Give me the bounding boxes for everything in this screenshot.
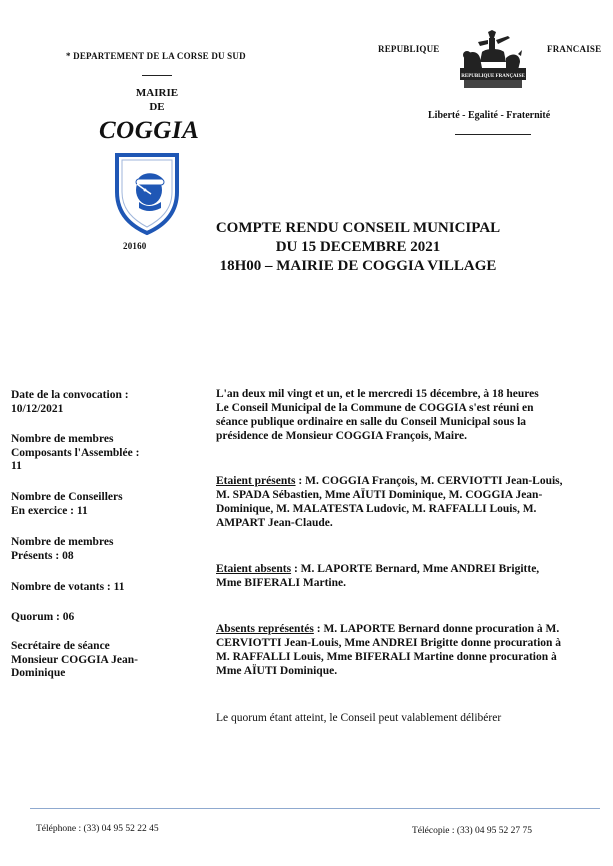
membres-label-1: Nombre de membres — [11, 433, 114, 445]
francaise-label: FRANCAISE — [547, 44, 602, 54]
convocation-value: 10/12/2021 — [11, 402, 64, 415]
town-name: COGGIA — [99, 117, 200, 144]
republique-label: REPUBLIQUE — [378, 44, 440, 54]
divider — [455, 134, 531, 135]
represented-line-4: Mme AÏUTI Dominique. — [216, 665, 338, 677]
intro-paragraph — [216, 387, 606, 443]
secretaire-line-1: Secrétaire de séance — [11, 640, 110, 652]
quorum-count: Quorum : 06 — [11, 611, 75, 623]
represented-paragraph — [216, 622, 606, 678]
intro-line-3: séance publique ordinaire en salle du Conseil Municipal sous la — [216, 416, 527, 428]
title-line-3: 18H00 – MAIRIE DE COGGIA VILLAGE — [219, 258, 497, 274]
presents-heading: Etaient présents — [216, 475, 296, 487]
seal-text: REPUBLIQUE FRANÇAISE — [461, 74, 525, 79]
represented-line-3: M. RAFFALLI Louis, Mme BIFERALI Martine donne procuration à — [216, 651, 557, 663]
exercice-label-2: En exercice : 11 — [11, 504, 88, 517]
department-label: * DEPARTEMENT DE LA CORSE DU SUD — [66, 51, 246, 61]
coat-of-arms-shield-icon — [111, 152, 183, 236]
absents-paragraph — [216, 562, 606, 590]
page-title — [190, 219, 526, 276]
quorum-statement: Le quorum étant atteint, le Conseil peut valablement délibérer — [216, 712, 502, 724]
intro-line-1: L'an deux mil vingt et un, et le mercredi 15 décembre, à 18 heures — [216, 388, 539, 400]
motto: Liberté - Egalité - Fraternité — [428, 110, 551, 121]
secretaire-line-3: Dominique — [11, 667, 66, 679]
presents-count-block — [11, 536, 191, 563]
exercice-block — [11, 491, 191, 518]
mairie-line-2: DE — [149, 101, 165, 113]
mairie-heading — [118, 86, 196, 114]
footer-telephone: Téléphone : (33) 04 95 52 22 45 — [36, 824, 159, 834]
represented-line-1: : M. LAPORTE Bernard donne procuration à M. — [313, 623, 560, 635]
presents-line-4: AMPART Jean-Claude. — [216, 517, 333, 529]
divider — [142, 75, 172, 76]
membres-block — [11, 433, 191, 474]
absents-heading: Etaient absents — [216, 563, 292, 575]
meeting-summary-sidebar — [11, 389, 191, 416]
exercice-label-1: Nombre de Conseillers — [11, 491, 123, 503]
presents-line-1: : M. COGGIA François, M. CERVIOTTI Jean-Louis, — [295, 475, 563, 487]
membres-label-2: Composants l'Assemblée : — [11, 446, 140, 459]
secretaire-block — [11, 640, 191, 681]
footer-telecopie: Télécopie : (33) 04 95 52 27 75 — [412, 826, 533, 836]
absents-line-2: Mme BIFERALI Martine. — [216, 577, 346, 589]
presents-line-3: Dominique, M. MALATESTA Ludovic, M. RAFFALLI Louis, M. — [216, 503, 537, 515]
presents-line-2: M. SPADA Sébastien, Mme AÏUTI Dominique, M. COGGIA Jean- — [216, 489, 543, 501]
marianne-seal-icon — [458, 28, 528, 94]
intro-line-4: présidence de Monsieur COGGIA François, Maire. — [216, 430, 467, 442]
represented-heading: Absents représentés — [216, 623, 314, 635]
presents-paragraph — [216, 474, 606, 530]
footer-divider — [30, 808, 600, 809]
convocation-label: Date de la convocation : — [11, 389, 129, 401]
absents-line-1: : M. LAPORTE Bernard, Mme ANDREI Brigitte, — [291, 563, 540, 575]
intro-line-2: Le Conseil Municipal de la Commune de COGGIA s'est réuni en — [216, 402, 534, 414]
mairie-line-1: MAIRIE — [135, 87, 179, 99]
votants-count: Nombre de votants : 11 — [11, 581, 125, 593]
represented-line-2: CERVIOTTI Jean-Louis, Mme ANDREI Brigitte donne procuration à — [216, 637, 562, 649]
postal-code: 20160 — [123, 241, 147, 251]
presents-label-1: Nombre de membres — [11, 536, 114, 548]
presents-label-2: Présents : 08 — [11, 549, 74, 562]
title-line-2: DU 15 DECEMBRE 2021 — [275, 239, 441, 255]
title-line-1: COMPTE RENDU CONSEIL MUNICIPAL — [215, 220, 501, 236]
secretaire-line-2: Monsieur COGGIA Jean- — [11, 653, 138, 666]
membres-value: 11 — [11, 460, 22, 472]
